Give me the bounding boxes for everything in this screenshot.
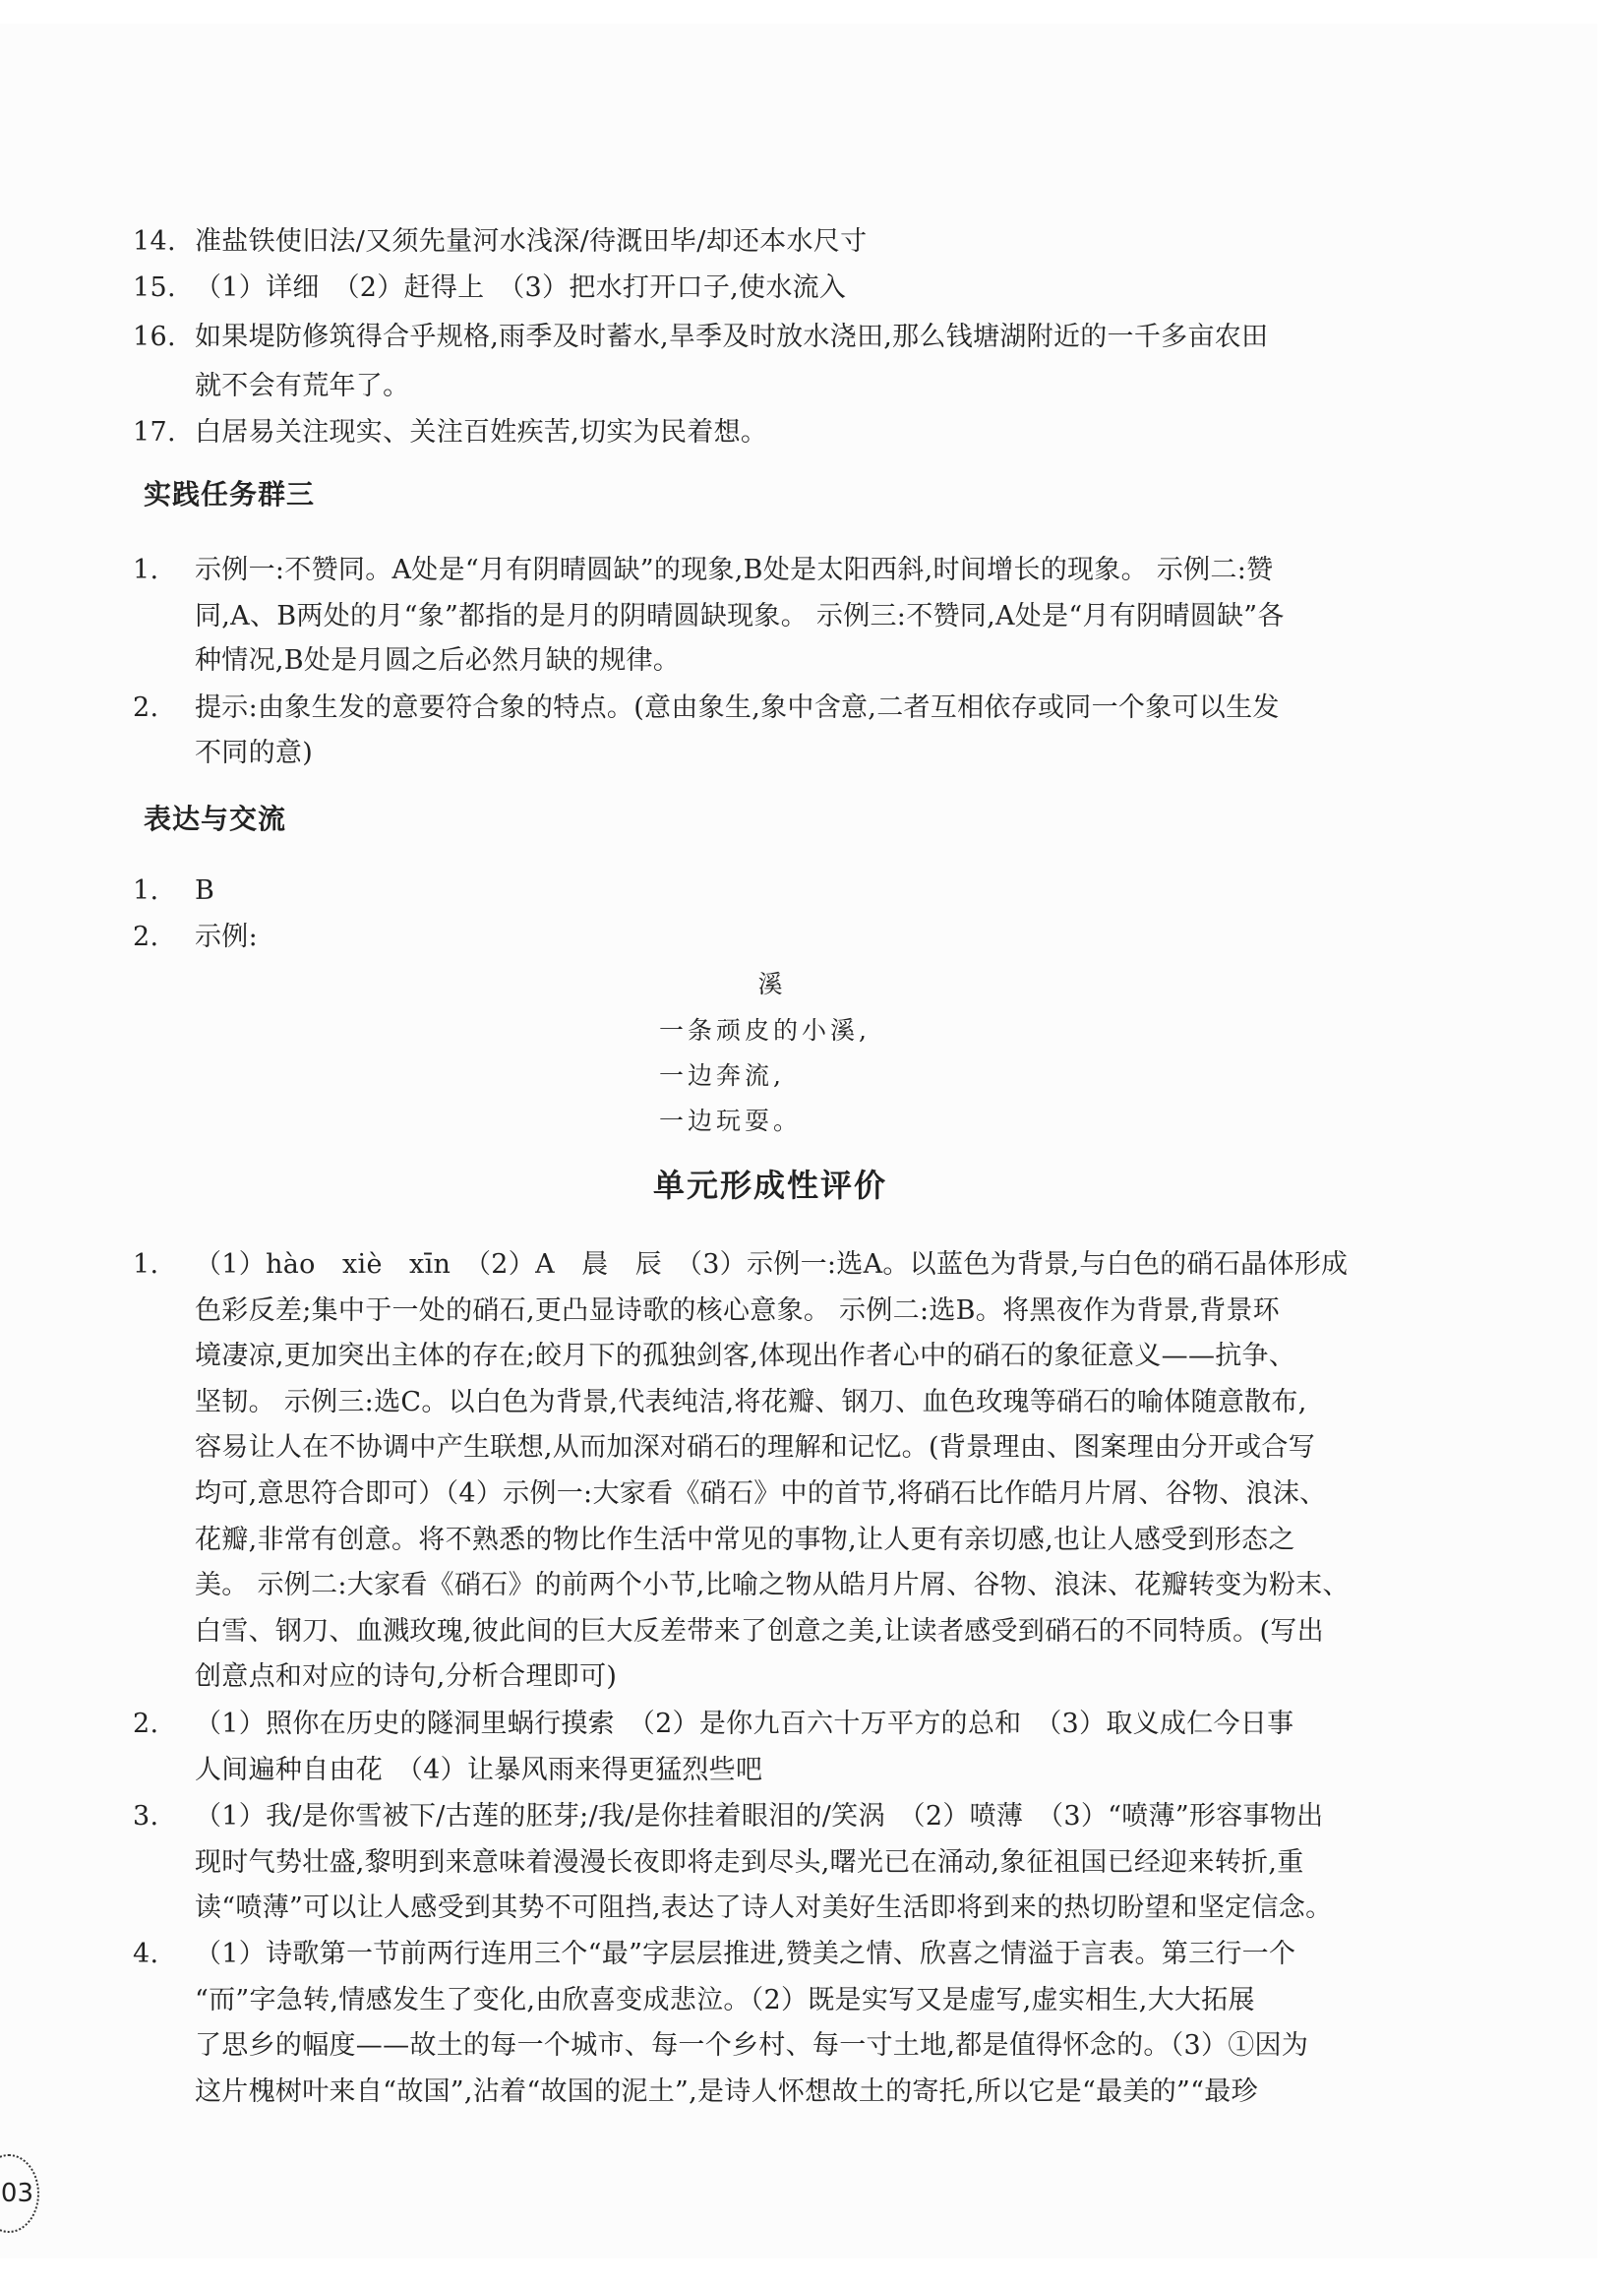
- unit-heading: 单元形成性评价: [652, 1167, 887, 1204]
- item-text: B: [195, 875, 215, 906]
- item-text: “而”字急转,情感发生了变化,由欣喜变成悲泣。（2）既是实写又是虚写,虚实相生,大大拓展: [195, 1985, 1255, 2015]
- item-number: 1.: [133, 1249, 159, 1280]
- item-text: 示例:: [195, 922, 258, 952]
- item-text: 花瓣,非常有创意。将不熟悉的物比作生活中常见的事物,让人更有亲切感,也让人感受到形态之: [195, 1525, 1295, 1555]
- item-text: （1）诗歌第一节前两行连用三个“最”字层层推进,赞美之情、欣喜之情溢于言表。第三行一个: [195, 1939, 1296, 1969]
- item-text: 白雪、钢刀、血溅玫瑰,彼此间的巨大反差带来了创意之美,让读者感受到硝石的不同特质。(写出: [195, 1616, 1324, 1647]
- item-number: 1.: [133, 555, 159, 585]
- poem-title: 溪: [757, 970, 783, 998]
- item-text: 种情况,B处是月圆之后必然月缺的规律。: [195, 645, 681, 676]
- item-text: 均可,意思符合即可）（4）示例一:大家看《硝石》中的首节,将硝石比作皓月片屑、谷物、浪沫、: [195, 1478, 1327, 1509]
- item-number: 3.: [133, 1801, 159, 1832]
- item-text: 不同的意): [195, 738, 314, 768]
- item-text: 这片槐树叶来自“故国”,沾着“故国的泥土”,是诗人怀想故土的寄托,所以它是“最美的”“最珍: [195, 2076, 1258, 2107]
- item-text: 坚韧。 示例三:选C。以白色为背景,代表纯洁,将花瓣、钢刀、血色玫瑰等硝石的喻体随意散布,: [195, 1387, 1307, 1417]
- item-number: 17.: [133, 417, 176, 448]
- item-text: 人间遍种自由花 （4）让暴风雨来得更猛烈些吧: [195, 1755, 763, 1785]
- item-text: 提示:由象生发的意要符合象的特点。(意由象生,象中含意,二者互相依存或同一个象可以生发: [195, 692, 1280, 723]
- item-number: 15.: [133, 272, 176, 303]
- item-text: 准盐铁使旧法/又须先量河水浅深/待溉田毕/却还本水尺寸: [195, 226, 868, 257]
- item-text: 读“喷薄”可以让人感受到其势不可阻挡,表达了诗人对美好生活即将到来的热切盼望和坚定信念。: [195, 1893, 1333, 1923]
- item-text: 境凄凉,更加突出主体的存在;皎月下的孤独剑客,体现出作者心中的硝石的象征意义——抗争、: [195, 1341, 1296, 1371]
- item-text: 了思乡的幅度——故土的每一个城市、每一个乡村、每一寸土地,都是值得怀念的。（3）①因为: [195, 2030, 1309, 2061]
- page-number: 03: [0, 2179, 33, 2208]
- section-heading: 表达与交流: [144, 803, 287, 835]
- item-text: （1）照你在历史的隧洞里蜗行摸索 （2）是你九百六十万平方的总和 （3）取义成仁今日事: [195, 1709, 1294, 1739]
- item-text: 就不会有荒年了。: [195, 371, 410, 401]
- item-text: 创意点和对应的诗句,分析合理即可): [195, 1661, 618, 1692]
- item-text: （1）详细 （2）赶得上 （3）把水打开口子,使水流入: [195, 272, 847, 303]
- item-text: 色彩反差;集中于一处的硝石,更凸显诗歌的核心意象。 示例二:选B。将黑夜作为背景,背景环: [195, 1295, 1280, 1326]
- poem-line: 一条顽皮的小溪,: [659, 1016, 871, 1045]
- item-text: 美。 示例二:大家看《硝石》的前两个小节,比喻之物从皓月片屑、谷物、浪沫、花瓣转变为粉末、: [195, 1570, 1350, 1600]
- item-number: 2.: [133, 1709, 159, 1739]
- item-number: 16.: [133, 322, 176, 352]
- item-text: 示例一:不赞同。A处是“月有阴晴圆缺”的现象,B处是太阳西斜,时间增长的现象。 示例二:赞: [195, 555, 1274, 585]
- item-text: 现时气势壮盛,黎明到来意味着漫漫长夜即将走到尽头,曙光已在涌动,象征祖国已经迎来转折,重: [195, 1847, 1304, 1878]
- item-number: 14.: [133, 226, 176, 257]
- item-number: 4.: [133, 1939, 159, 1969]
- poem-line: 一边奔流,: [659, 1061, 785, 1090]
- poem-line: 一边玩耍。: [659, 1107, 803, 1135]
- item-text: 同,A、B两处的月“象”都指的是月的阴晴圆缺现象。 示例三:不赞同,A处是“月有阴晴圆缺”各: [195, 601, 1285, 631]
- section-heading: 实践任务群三: [144, 478, 316, 511]
- item-text: 白居易关注现实、关注百姓疾苦,切实为民着想。: [195, 417, 768, 448]
- item-number: 1.: [133, 875, 159, 906]
- item-number: 2.: [133, 922, 159, 952]
- item-text: （1）hào xiè xīn （2）A 晨 辰 （3）示例一:选A。以蓝色为背景,与白色的硝石晶体形成: [195, 1249, 1349, 1280]
- item-text: （1）我/是你雪被下/古莲的胚芽;/我/是你挂着眼泪的/笑涡 （2）喷薄 （3）“喷薄”形容事物出: [195, 1801, 1324, 1832]
- item-text: 容易让人在不协调中产生联想,从而加深对硝石的理解和记忆。(背景理由、图案理由分开或合写: [195, 1432, 1316, 1463]
- item-number: 2.: [133, 692, 159, 723]
- item-text: 如果堤防修筑得合乎规格,雨季及时蓄水,旱季及时放水浇田,那么钱塘湖附近的一千多亩农田: [195, 322, 1269, 352]
